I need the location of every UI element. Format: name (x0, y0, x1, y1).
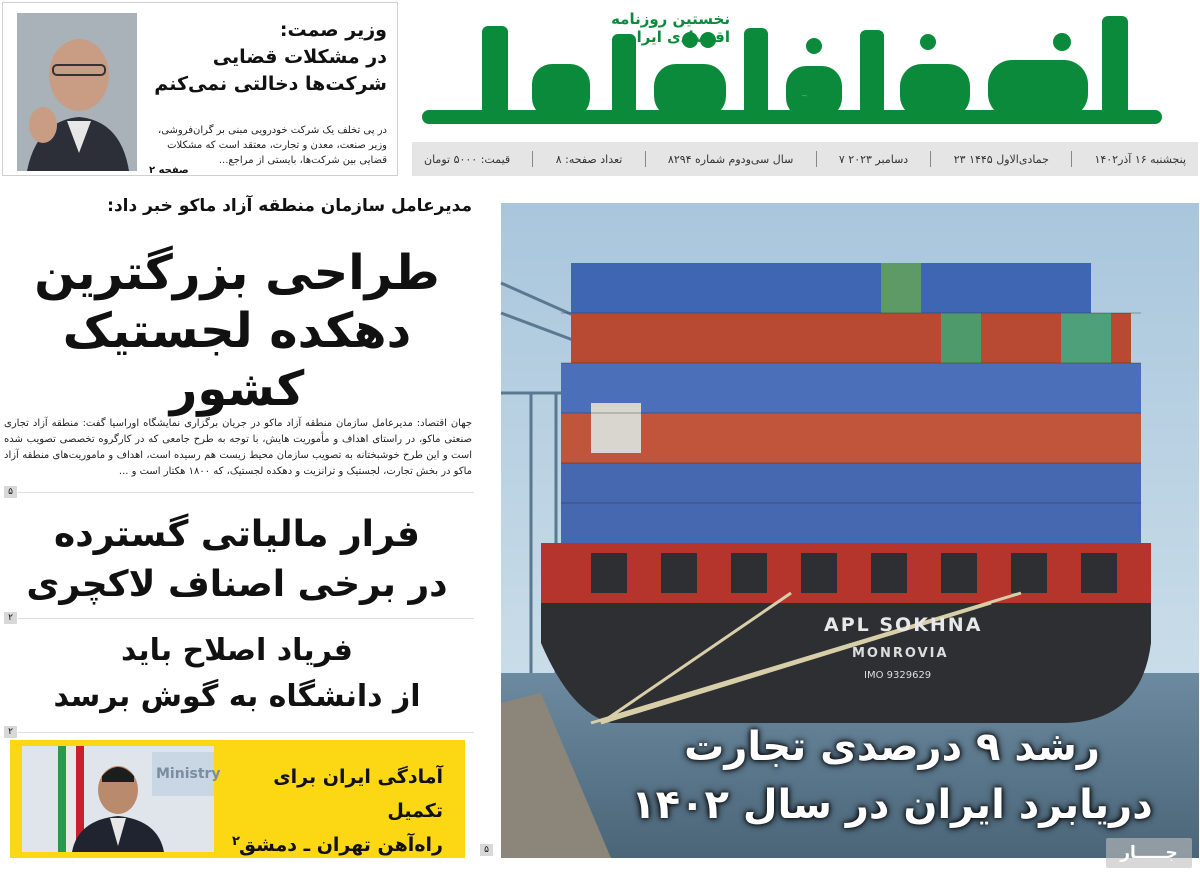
divider (18, 732, 474, 733)
issue-info-bar (412, 142, 1198, 176)
yellow-story-box[interactable] (10, 740, 465, 858)
divider (18, 492, 474, 493)
teaser-text: در پی تخلف یک شرکت خودرویی مبنی بر گران‌فروشی، وزیر صنعت، معدن و تجارت، معتقد است که مشکلات قضایی بین شرکت‌ها، بایستی از مراجع... (157, 125, 387, 166)
teaser-title: وزیر صمت: در مشکلات قضایی شرکت‌ها دخالتی نمی‌کنم (154, 19, 387, 95)
yellow-page-ref: ۲ (232, 834, 240, 849)
story3-headline[interactable]: فریاد اصلاح باید از دانشگاه به گوش برسد (53, 633, 421, 714)
date-gregorian: ۷ دسامبر ۲۰۲۳ (838, 152, 909, 166)
main-headline[interactable]: رشد ۹ درصدی تجارت دریابرد ایران در سال ۱۴۰۲ (631, 724, 1153, 828)
source-watermark: جـــــار (1106, 838, 1192, 868)
svg-text:جهان اقتصاد: جهان اقتصاد (802, 96, 808, 97)
masthead (410, 0, 1200, 140)
divider (18, 618, 474, 619)
page-count: تعداد صفحه: ۸ (555, 152, 623, 166)
masthead-tagline (611, 10, 730, 46)
divider (930, 151, 931, 167)
newspaper-logo (422, 6, 1182, 132)
story2-headline[interactable]: فرار مالیاتی گسترده در برخی اصناف لاکچری (26, 514, 448, 605)
ship-name-label: APL SOKHNA (824, 614, 983, 636)
lead-kicker: مدیرعامل سازمان منطقه آزاد ماکو خبر داد: (107, 196, 472, 216)
date-hijri: ۲۳ جمادی‌الاول ۱۴۴۵ (953, 152, 1049, 166)
tagline-line-1: نخستین روزنامه (611, 10, 730, 28)
lead-body: جهان اقتصاد: مدیرعامل سازمان منطقه آزاد ماکو در جریان برگزاری نمایشگاه اوراسیا گفت: منطقه آزاد تجاری صنعتی ماکو، در راستای اهداف و مأموریت هایش، با توجه به طرح جامعی که در کارگروه تخصصی تصویب شده است و این طرح خوشبختانه به تصویب سازمان محیط زیست هم رسیده است، اهداف و ماموریت‌های منطقه آزاد ماکو در بخش تجارت، لجستیک و ترانزیت و دهکده لجستیک، که ۱۸۰۰ هکتار است و ... (4, 418, 472, 477)
ship-port-label: MONROVIA (852, 646, 949, 661)
divider (645, 151, 646, 167)
main-page-ref: ۵ (480, 844, 493, 856)
svg-text:Ministry: Ministry (156, 766, 221, 782)
issue-number: سال سی‌ودوم شماره ۸۲۹۴ (667, 152, 794, 166)
divider (1071, 151, 1072, 167)
story3-page-ref: ۲ (4, 726, 17, 738)
minister-photo (17, 13, 137, 171)
yellow-story-title: آمادگی ایران برای تکمیل راه‌آهن تهران ـ دمشق (239, 766, 443, 856)
official-photo (22, 746, 221, 852)
lead-headline[interactable]: طراحی بزرگترین دهکده لجستیک کشور (34, 245, 440, 417)
story2-page-ref: ۲ (4, 612, 17, 624)
divider (532, 151, 533, 167)
ship-imo-label: IMO 9329629 (864, 670, 932, 681)
tagline-line-2: اقتصادی ایران (623, 28, 730, 46)
lead-page-ref: ۵ (4, 486, 17, 498)
teaser-page-ref: صفحه ۲ (149, 165, 189, 176)
divider (816, 151, 817, 167)
teaser-box[interactable] (2, 2, 398, 176)
date-persian: پنجشنبه ۱۶ آذر۱۴۰۲ (1094, 152, 1186, 166)
price: قیمت: ۵۰۰۰ تومان (424, 152, 511, 166)
